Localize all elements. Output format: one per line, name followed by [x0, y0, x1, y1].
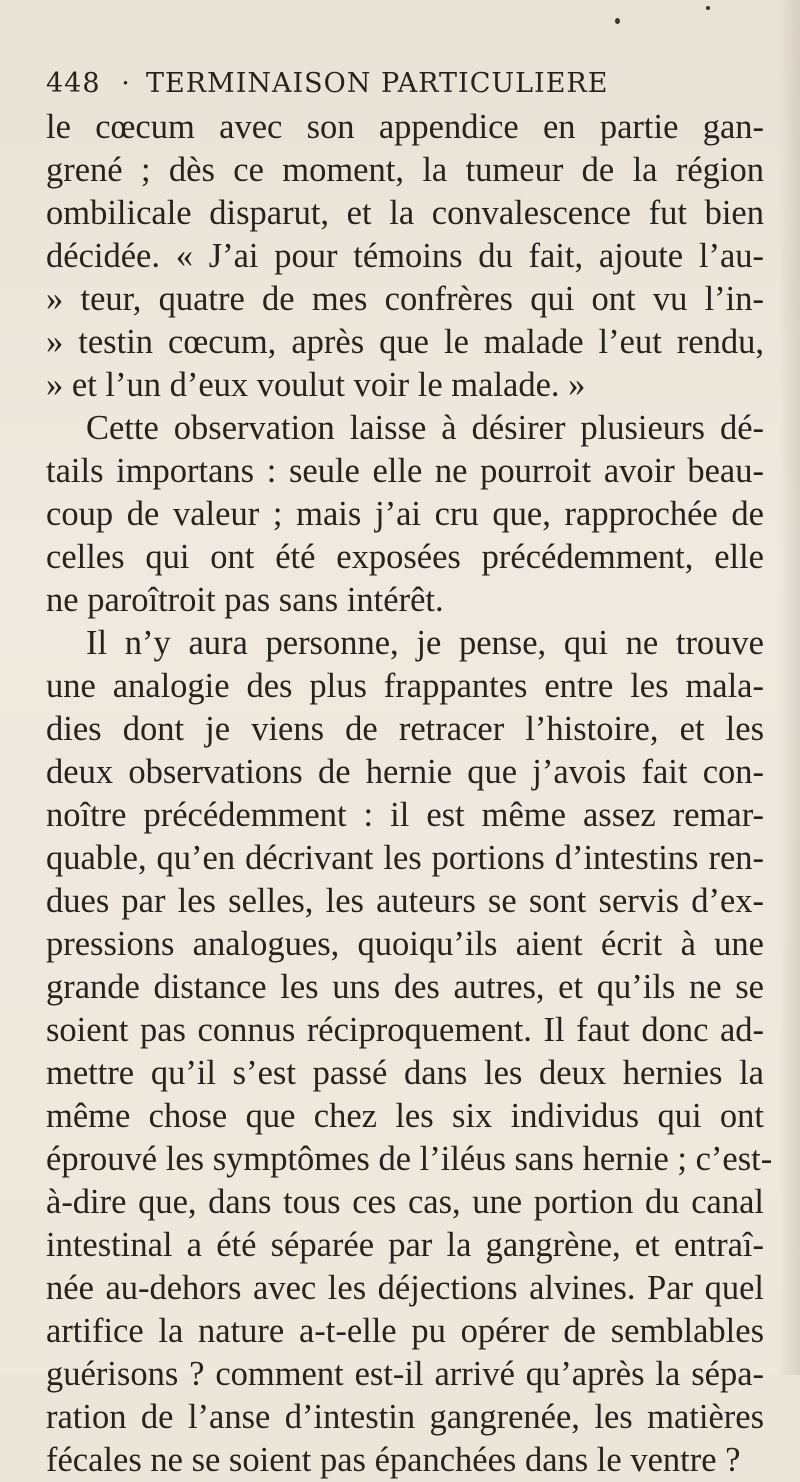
text-line: ombilicale disparut, et la convalescence fut bien: [46, 194, 764, 232]
text-line: » testin cœcum, après que le malade l’eut rendu,: [46, 323, 764, 361]
text-line: grande distance les uns des autres, et qu’ils ne se: [46, 968, 764, 1006]
text-line: éprouvé les symptômes de l’iléus sans hernie ; c’est-: [46, 1140, 773, 1178]
text-line: ne paroîtroit pas sans intérêt.: [46, 581, 444, 619]
running-title: TERMINAISON PARTICULIERE: [146, 68, 609, 99]
text-line: noître précédemment : il est même assez remar-: [46, 796, 764, 834]
text-line: née au-dehors avec les déjections alvines. Par quel: [46, 1269, 764, 1307]
text-line: mettre qu’il s’est passé dans les deux hernies la: [46, 1054, 764, 1092]
text-line: intestinal a été séparée par la gangrène, et entraî-: [46, 1226, 764, 1264]
paper-speck: [706, 6, 710, 10]
text-line: une analogie des plus frappantes entre les mala-: [46, 667, 764, 705]
text-line: deux observations de hernie que j’avois fait con-: [46, 753, 764, 791]
paper-speck: [615, 18, 620, 24]
text-line: celles qui ont été exposées précédemment, elle: [46, 538, 764, 576]
page-number: 448: [46, 68, 101, 99]
text-line: artifice la nature a-t-elle pu opérer de semblables: [46, 1312, 764, 1350]
text-line: décidée. « J’ai pour témoins du fait, ajoute l’au-: [46, 237, 764, 275]
text-line: le cœcum avec son appendice en partie gan-: [46, 108, 764, 146]
text-line: grené ; dès ce moment, la tumeur de la région: [46, 151, 764, 189]
text-line: soient pas connus réciproquement. Il faut donc ad-: [46, 1011, 764, 1049]
paragraph-start: Il n’y aura personne, je pense, qui ne trouve: [86, 624, 764, 662]
page-edge-shadow: [778, 0, 800, 1375]
text-line: pressions analogues, quoiqu’ils aient écrit à une: [46, 925, 764, 963]
text-line: tails importans : seule elle ne pourroit avoir beau-: [46, 452, 764, 490]
text-line: dues par les selles, les auteurs se sont servis d’ex-: [46, 882, 764, 920]
paragraph-start: Cette observation laisse à désirer plusieurs dé-: [86, 409, 764, 447]
body-text: [46, 106, 773, 1482]
text-line: ration de l’anse d’intestin gangrenée, les matières: [46, 1398, 764, 1436]
text-line: » teur, quatre de mes confrères qui ont vu l’in-: [46, 280, 764, 318]
text-line: » et l’un d’eux voulut voir le malade. »: [46, 366, 586, 404]
text-line: fécales ne se soient pas épanchées dans le ventre ?: [46, 1441, 741, 1479]
text-line: même chose que chez les six individus qui ont: [46, 1097, 764, 1135]
text-line: à-dire que, dans tous ces cas, une portion du canal: [46, 1183, 764, 1221]
text-line: coup de valeur ; mais j’ai cru que, rapprochée de: [46, 495, 764, 533]
running-header: [46, 64, 766, 104]
text-line: guérisons ? comment est-il arrivé qu’après la sépa-: [46, 1355, 764, 1393]
text-line: dies dont je viens de retracer l’histoire, et les: [46, 710, 764, 748]
header-separator: ·: [121, 68, 131, 99]
text-line: quable, qu’en décrivant les portions d’intestins ren-: [46, 839, 764, 877]
